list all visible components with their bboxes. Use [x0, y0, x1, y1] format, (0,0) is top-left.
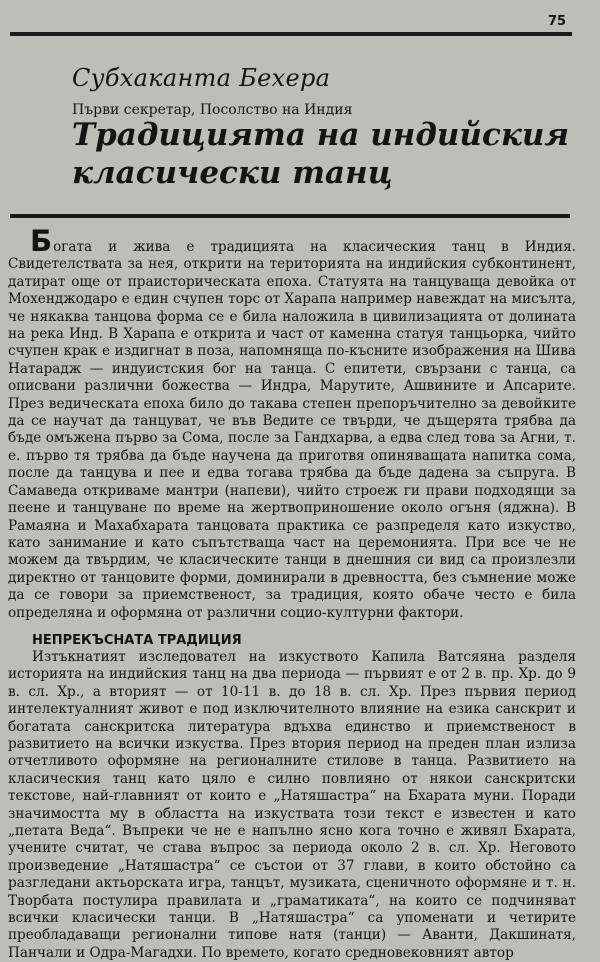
- intro-paragraph-text: огата и жива е традицията на класическия танц в Индия. Свидетелствата за нея, открити на територията на индийския субконтинент, датират още от праисторическата епоха. Статуята на танцуваща девойка от Мохенджодаро е един счупен торс от Харапа например навеждат на мисълта, че някаква танцова форма се е била наложила в цивилизацията от долината на река Инд. В Харапа е открита и част от каменна статуя танцьорка, чийто счупен крак е издигнат в поза, напомняща по-късните изображения на Шива Натарадж — индуистския бог на танца. С епитети, свързани с танца, са описвани различни божества — Индра, Марутите, Ашвините и Апсарите. През ведическата епоха било до такава степен препоръчително за девойките да се научат да танцуват, че във Ведите се твърди, че дъщерята трябва да бъде омъжена първо за Сома, после за Гандхарва, а едва след това за Агни, т. е. първо тя трябва да бъде научена да приготвя опиняващата напитка сома, после да танцува и пее и едва тогава трябва да бъде дадена за съпруга. В Самаведа откриваме мантри (напеви), чийто строеж ги прави подходящи за пеене и танцуване по време на жертвоприношение около огъня (яджна). В Рамаяна и Махабхарата танцовата практика се разпределя като изкуство, като занимание и като съпътстваща част на церемонията. При все че не можем да твърдим, че класическите танци в днешния си вид са произлезли директно от танцовите форми, доминирали в древността, без съмнение може да се говори за приемственост, за традиция, която обаче често е била определяна и оформяна от различни социо-културни фактори.: [8, 239, 576, 621]
- author-name: Субхаканта Бехера: [72, 64, 331, 92]
- author-affiliation: Първи секретар, Посолство на Индия: [72, 102, 353, 118]
- section-heading: НЕПРЕКЪСНАТА ТРАДИЦИЯ: [32, 632, 242, 648]
- header-rule: [10, 32, 572, 36]
- intro-paragraph: [8, 224, 576, 622]
- page-number: 75: [548, 14, 567, 29]
- article-body: [8, 224, 576, 962]
- article-title: Традицията на индийския класически танц: [72, 117, 570, 191]
- title-rule: [10, 214, 570, 218]
- drop-cap: Б: [30, 224, 53, 258]
- section-paragraph: Изтъкнатият изследовател на изкуството Капила Ватсяяна разделя историята на индийския танц на два периода — първият е от 2 в. пр. Хр. до 9 в. сл. Хр., а вторият — от 10-11 в. до 18 в. сл. Хр. През първия период интелектуалният живот е под изключителното влияние на езика санскрит и богатата санскритска литература вдъхва единство и приемственост в развитието на всички изкуства. През втория период на преден план излиза отчетливото оформяне на регионалните стилове в танца. Развитието на класическия танц като цяло е силно повлияно от някои санскритски текстове, най-главният от които е „Натяшастра“ на Бхарата муни. Поради значимостта му в областта на изкуствата този текст е известен и като „петата Веда“. Въпреки че не е напълно ясно кога точно е живял Бхарата, учените считат, че става въпрос за периода около 2 в. сл. Хр. Неговото произведение „Натяшастра“ се състои от 37 глави, в които обстойно са разгледани актьорската игра, танцът, музиката, сценичното оформяне и т. н. Творбата постулира правилата и „граматиката“, на които се подчиняват всички класически танци. В „Натяшастра“ са упоменати и четирите преобладаващи регионални типове натя (танци) — Аванти, Дакшинатя, Панчали и Одра-Магадхи. По времето, когато средновековният автор: [8, 648, 576, 961]
